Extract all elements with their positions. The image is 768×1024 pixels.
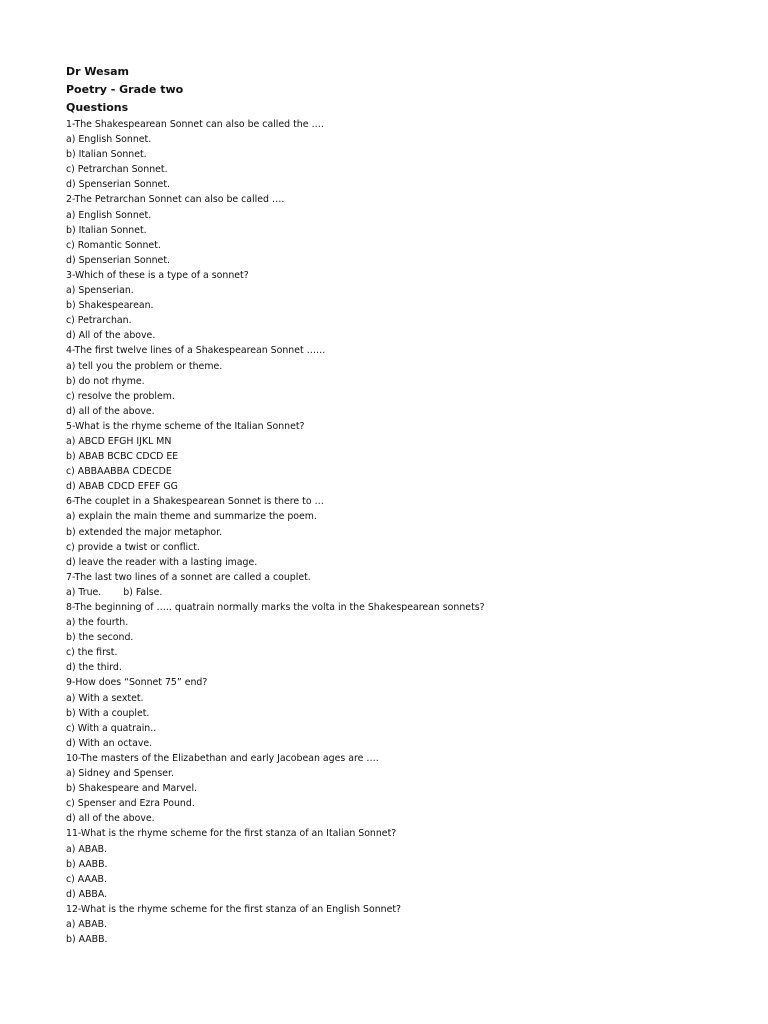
- option-line: a) ABCD EFGH IJKL MN: [66, 435, 172, 447]
- document-content: [66, 63, 746, 947]
- question-line: 3-Which of these is a type of a sonnet?: [66, 269, 249, 281]
- option-line: a) With a sextet.: [66, 692, 144, 704]
- question-line: 7-The last two lines of a sonnet are called a couplet.: [66, 571, 311, 583]
- option-line: d) all of the above.: [66, 405, 155, 417]
- option-line: c) Petrarchan Sonnet.: [66, 164, 168, 176]
- option-line: d) ABBA.: [66, 888, 108, 900]
- question-line: 9-How does “Sonnet 75” end?: [66, 677, 208, 689]
- question-line: 8-The beginning of ….. quatrain normally marks the volta in the Shakespearean sonnets?: [66, 602, 485, 613]
- option-line: c) Petrarchan.: [66, 315, 132, 327]
- option-line: b) do not rhyme.: [66, 375, 145, 387]
- option-line: b) AABB.: [66, 934, 108, 946]
- question-line: 12-What is the rhyme scheme for the first stanza of an English Sonnet?: [66, 903, 401, 915]
- option-line: a) Sidney and Spenser.: [66, 768, 174, 780]
- option-line: d) Spenserian Sonnet.: [66, 179, 170, 191]
- option-line: c) resolve the problem.: [66, 390, 175, 402]
- option-true: a) True.: [66, 586, 102, 598]
- option-line: b) extended the major metaphor.: [66, 526, 223, 538]
- question-line: 10-The masters of the Elizabethan and early Jacobean ages are ….: [66, 752, 379, 764]
- question-line: 11-What is the rhyme scheme for the first stanza of an Italian Sonnet?: [66, 828, 397, 840]
- option-line: c) provide a twist or conflict.: [66, 541, 200, 553]
- option-line: b) Italian Sonnet.: [66, 149, 147, 161]
- option-line: b) ABAB BCBC CDCD EE: [66, 451, 179, 463]
- option-false: b) False.: [123, 586, 163, 598]
- option-line: c) AAAB.: [66, 873, 107, 885]
- option-line: c) ABBAABBA CDECDE: [66, 466, 172, 478]
- option-line: a) explain the main theme and summarize the poem.: [66, 511, 317, 523]
- option-line: a) Spenserian.: [66, 285, 134, 297]
- option-line: a) English Sonnet.: [66, 209, 152, 221]
- option-line: d) leave the reader with a lasting image.: [66, 556, 258, 568]
- option-line: c) the first.: [66, 647, 118, 659]
- option-line: a) English Sonnet.: [66, 134, 152, 146]
- option-line: [66, 585, 746, 600]
- author-name: Dr Wesam: [66, 65, 130, 78]
- option-line: b) AABB.: [66, 858, 108, 870]
- question-line: 2-The Petrarchan Sonnet can also be called ….: [66, 194, 285, 206]
- option-line: d) With an octave.: [66, 737, 153, 749]
- option-line: d) Spenserian Sonnet.: [66, 254, 170, 266]
- question-line: 4-The first twelve lines of a Shakespearean Sonnet ……: [66, 345, 326, 357]
- option-line: a) ABAB.: [66, 843, 108, 855]
- option-line: b) Shakespearean.: [66, 300, 154, 312]
- option-line: d) the third.: [66, 662, 122, 674]
- question-line: 1-The Shakespearean Sonnet can also be called the ….: [66, 119, 324, 130]
- option-line: a) tell you the problem or theme.: [66, 360, 223, 372]
- option-line: a) ABAB.: [66, 918, 108, 930]
- section-heading: Questions: [66, 101, 129, 114]
- question-list: [66, 117, 746, 947]
- question-line: 5-What is the rhyme scheme of the Italian Sonnet?: [66, 420, 305, 432]
- option-line: c) Spenser and Ezra Pound.: [66, 798, 195, 810]
- option-line: d) All of the above.: [66, 330, 156, 342]
- option-line: b) the second.: [66, 632, 134, 644]
- option-line: b) Shakespeare and Marvel.: [66, 783, 198, 795]
- option-line: d) ABAB CDCD EFEF GG: [66, 481, 178, 493]
- option-line: a) the fourth.: [66, 617, 129, 629]
- option-line: b) With a couplet.: [66, 707, 150, 719]
- option-line: c) With a quatrain..: [66, 722, 157, 734]
- question-line: 6-The couplet in a Shakespearean Sonnet is there to …: [66, 496, 324, 508]
- option-line: c) Romantic Sonnet.: [66, 239, 161, 251]
- option-line: b) Italian Sonnet.: [66, 224, 147, 236]
- option-line: d) all of the above.: [66, 813, 155, 825]
- document-subject: Poetry - Grade two: [66, 83, 184, 96]
